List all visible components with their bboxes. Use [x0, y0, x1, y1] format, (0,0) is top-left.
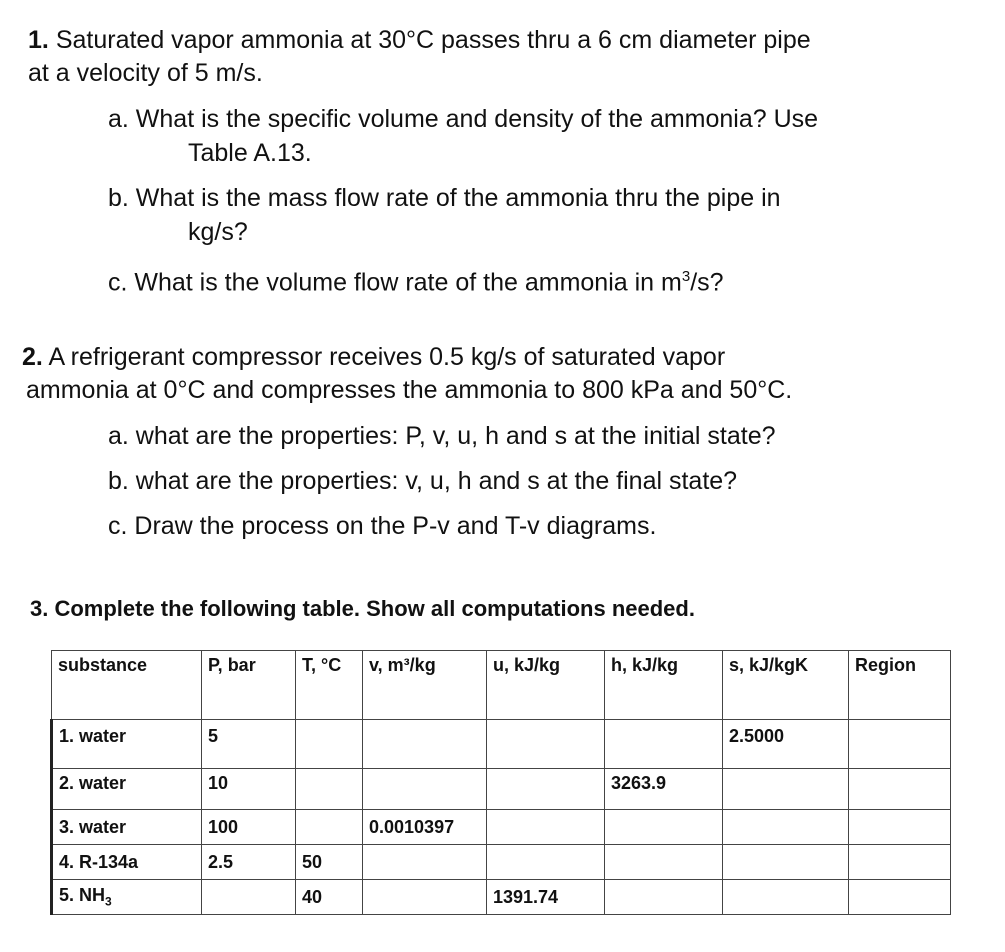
table-cell: 4. R-134a — [52, 845, 202, 880]
table-cell: 1391.74 — [487, 880, 605, 915]
table-row — [52, 769, 951, 810]
q1-line2: at a velocity of 5 m/s. — [28, 59, 263, 87]
table-cell — [296, 810, 363, 845]
table-cell — [723, 845, 849, 880]
properties-table — [50, 650, 951, 915]
q1-c-text: c. What is the volume flow rate of the ammonia in m — [108, 268, 682, 297]
q1-text-1: Saturated vapor ammonia at 30°C passes thru a 6 cm diameter pipe — [55, 26, 811, 54]
table-cell: 2.5000 — [723, 720, 849, 769]
q1-number: 1. — [28, 26, 49, 54]
q1-line1 — [28, 24, 811, 57]
q2-c: c. Draw the process on the P-v and T-v diagrams. — [108, 512, 657, 540]
table-cell — [296, 720, 363, 769]
table-cell — [487, 720, 605, 769]
table-cell: 2.5 — [202, 845, 296, 880]
table-row — [52, 810, 951, 845]
header-cell: u, kJ/kg — [487, 651, 605, 720]
table-cell — [363, 720, 487, 769]
table-cell — [605, 845, 723, 880]
table-cell: 0.0010397 — [363, 810, 487, 845]
table-cell: 50 — [296, 845, 363, 880]
table-cell — [487, 845, 605, 880]
header-cell: P, bar — [202, 651, 296, 720]
header-cell: Region — [849, 651, 951, 720]
table-cell — [487, 769, 605, 810]
nh3-subscript: 3 — [105, 894, 112, 909]
table-cell: 2. water — [52, 769, 202, 810]
table-cell — [363, 880, 487, 915]
table-cell: 3. water — [52, 810, 202, 845]
table-cell: 1. water — [52, 720, 202, 769]
table-cell: 40 — [296, 880, 363, 915]
table-cell — [202, 880, 296, 915]
q1-c-text-end: /s? — [690, 268, 724, 297]
q1-c-sup: 3 — [681, 268, 691, 285]
table-cell — [363, 845, 487, 880]
table-cell — [849, 720, 951, 769]
q1-a-line1: a. What is the specific volume and density of the ammonia? Use — [108, 105, 819, 133]
header-cell: substance — [52, 651, 202, 720]
substance-nh3: 5. NH — [59, 885, 106, 906]
q1-c — [108, 260, 724, 299]
table-row — [52, 845, 951, 880]
table-cell: 10 — [202, 769, 296, 810]
table-cell — [723, 810, 849, 845]
table-cell — [363, 769, 487, 810]
table-header-row — [52, 651, 951, 720]
header-cell: v, m³/kg — [363, 651, 487, 720]
q1-a-line2: Table A.13. — [188, 139, 312, 167]
table-cell: 100 — [202, 810, 296, 845]
q2-line1 — [22, 341, 725, 374]
table-cell — [723, 880, 849, 915]
table-cell — [52, 880, 202, 915]
header-cell: h, kJ/kg — [605, 651, 723, 720]
q2-line2: ammonia at 0°C and compresses the ammonia to 800 kPa and 50°C. — [26, 376, 793, 404]
table-cell — [723, 769, 849, 810]
table-cell — [605, 810, 723, 845]
q2-number: 2. — [22, 343, 43, 371]
q1-b-line1: b. What is the mass flow rate of the ammonia thru the pipe in — [108, 184, 781, 212]
q2-text-1: A refrigerant compressor receives 0.5 kg/s of saturated vapor — [48, 343, 726, 371]
q2-a: a. what are the properties: P, v, u, h and s at the initial state? — [108, 422, 776, 450]
q1-b-line2: kg/s? — [188, 218, 248, 246]
table-cell — [849, 845, 951, 880]
table-cell: 3263.9 — [605, 769, 723, 810]
table-cell: 5 — [202, 720, 296, 769]
table-cell — [849, 769, 951, 810]
table-cell — [849, 810, 951, 845]
header-cell: s, kJ/kgK — [723, 651, 849, 720]
table-row — [52, 720, 951, 769]
table-cell — [605, 720, 723, 769]
table-cell — [605, 880, 723, 915]
table-cell — [296, 769, 363, 810]
header-cell: T, °C — [296, 651, 363, 720]
table-cell — [487, 810, 605, 845]
table-row — [52, 880, 951, 915]
q3-title: 3. Complete the following table. Show all computations needed. — [30, 596, 695, 621]
table-cell — [849, 880, 951, 915]
q2-b: b. what are the properties: v, u, h and s at the final state? — [108, 467, 738, 495]
